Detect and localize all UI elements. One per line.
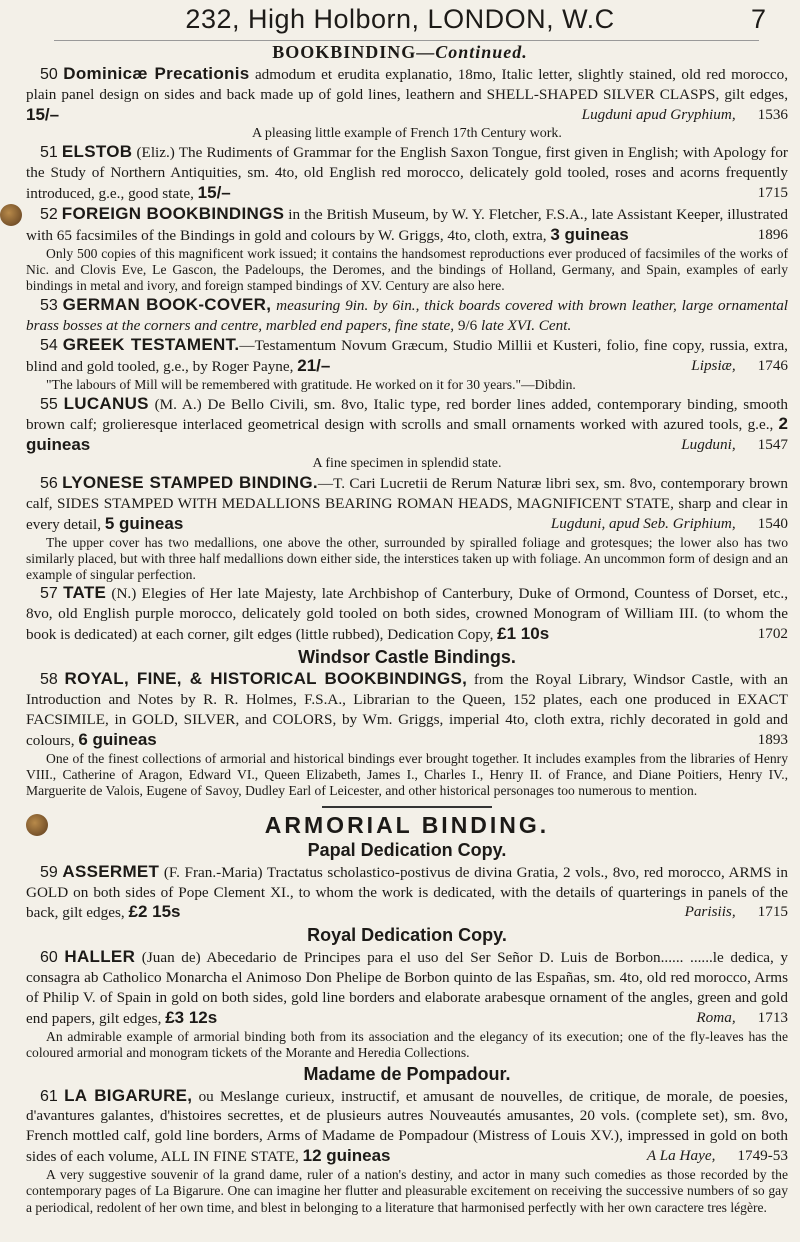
entry-52 [26,204,788,246]
entry-note: The upper cover has two medallions, one above the other, surrounded by spiralled foliage and grotesques; the lower also has two similarly placed, but with three half medallions down either side, the interstices taken up with foliage. An uncommon form of design and an example of singular perfection. [26,534,788,583]
entry-headline: GERMAN BOOK-COVER, [62,294,272,314]
entry-imprint: Lugduni apud Gryphium, [581,105,736,123]
entry-body: measuring 9in. by 6in., thick boards covered with brown leather, large ornamental brass bosses at the corners and centre, marbled end papers, fine state, [26,296,789,334]
entry-imprint: Lipsiæ, [691,357,736,375]
entry-headline: HALLER [64,947,136,967]
entry-price: 15/– [197,183,231,203]
entry-57 [26,583,788,645]
entry-note: "The labours of Mill will be remembered with gratitude. He worked on it for 30 years."—Dibdin. [46,377,576,393]
pompadour-subheading: Madame de Pompadour. [303,1063,511,1084]
entry-headline: LA BIGARURE, [64,1085,193,1105]
entry-year: 1749-53 [737,1147,788,1165]
entry-53 [26,295,788,336]
entry-price: 9/6 [457,316,478,334]
armorial-stamp-icon [0,204,22,226]
entry-year: 1540 [757,514,788,532]
entry-number: 61 [40,1087,58,1105]
entry-number: 57 [40,585,58,603]
entry-year: 1547 [757,436,788,454]
entry-55 [26,394,788,457]
entry-note: Only 500 copies of this magnificent work issued; it contains the handsomest reproductions ever produced of facsimiles of the works of Nic. and Clovis Eve, Le Gascon, the Padeloups, the Deromes, and the bindings of Holland, Germany, and Spain, examples of early bindings in metal and ivory, and foreign stamped bindings of XV. Century are also here. [26,245,788,294]
entry-year: 1893 [757,730,788,748]
entry-number: 51 [40,144,58,162]
entry-note: A very suggestive souvenir of la grand dame, ruler of a nation's destiny, and actor in many such comedies as those recorded by the contemporary pages of La Bigarure. One can imagine her flutter and pleasurable excitement on receiving the successive numbers of so gay a periodical, redolent of her own time, and blest in belonging to a literature that harmonised perfectly with her own caractere tres légère. [26,1167,788,1215]
entry-imprint: Lugduni, [681,436,736,454]
entry-year: 1896 [757,225,788,243]
royal-subheading: Royal Dedication Copy. [307,925,507,946]
entry-imprint: Parisiis, [684,903,736,921]
entry-body: admodum et erudita explanatio, 18mo, Italic letter, slightly stained, old red morocco, plain panel design on sides and back made up of gold lines, leathern and SHELL-SHAPED SILVER CLASPS, gilt edges, [26,66,789,103]
page-mark: 7 [750,4,766,34]
entry-body: (Juan de) Abecedario de Principes para el uso del Ser Señor D. Luis de Borbon...... ......le dedica, y consagra ab Catholico Monarcha el Animoso Don Phelipe de Borbon quinto de las Españas, sm. 4to, old red morocco, Arms of Philip V. of Spain in gold on both sides, gold line borders and elaborate arabesque ornament of the angles, green and gold end papers, gilt edges, [26,949,788,1028]
entry-headline: TATE [63,583,107,603]
entry-date: late XVI. Cent. [477,316,572,334]
entry-body: ou Meslange curieux, instructif, et amusant de nouvelles, de critique, de morale, de poesies, d'avantures galantes, d'histoires secrettes, et de plusieurs autres Nouveautés amusantes, 20 vols. (complete set), sm. 8vo, French mottled calf, gold line borders, Arms of Madame de Pompadour (Mistress of Louis XV.), impressed in gold on both sides of each volume, ALL IN FINE STATE, [26,1087,789,1166]
entry-imprint: Lugduni, apud Seb. Griphium, [550,514,736,532]
entry-year: 1715 [757,184,788,202]
entry-imprint: Roma, [696,1009,736,1027]
entry-imprint: A La Haye, [646,1147,716,1165]
section-divider [322,806,492,808]
entry-price: 3 guineas [550,224,629,244]
entry-year: 1746 [757,357,788,375]
entry-number: 54 [40,337,58,355]
entry-price: 5 guineas [104,513,184,533]
entry-body: (Eliz.) The Rudiments of Grammar for the English Saxon Tongue, first given in English; with Apology for the Study of Northern Antiquities, sm. 4to, old English red morocco, delicately gold tooled, roses and acorns frequently introduced, g.e., good state, [26,144,788,203]
entry-body: (F. Fran.-Maria) Tractatus scholastico-postivus de divina Gratia, 2 vols., 8vo, red morocco, ARMS in GOLD on both sides of Pope Clement XI., to whom the work is dedicated, with the details of quarterings in panels of the back, gilt edges, [26,863,788,922]
entry-price: 15/– [26,104,60,124]
entry-price: £3 12s [165,1008,218,1028]
entry-52-wrap [26,204,788,246]
header-rule [54,40,759,41]
armorial-heading: ARMORIAL BINDING. [264,811,550,838]
entry-50 [26,64,788,126]
windsor-heading: Windsor Castle Bindings. [298,647,516,668]
entry-price: £2 15s [128,902,181,922]
entry-note: An admirable example of armorial binding both from its association and the elegancy of its execution; one of the fly-leaves has the coloured armorial and monogram tickets of the Morante and Heredia Collections. [26,1028,788,1061]
entry-58 [26,669,788,751]
entry-51 [26,142,788,204]
entry-headline: LYONESE STAMPED BINDING. [62,472,318,492]
entry-body: (N.) Elegies of Her late Majesty, late Archbishop of Canterbury, Duke of Ormond, Countess of Dorset, etc., 8vo, old English purple morocco, delicately gold tooled on both sides, crowned Monogram of William III. (to whom the book is dedicated) at each corner, gilt edges (little rubbed), Dedication Copy, [26,585,789,644]
entry-number: 50 [40,66,58,83]
entry-headline: ROYAL, FINE, & HISTORICAL BOOKBINDINGS, [64,669,468,689]
entry-note: One of the finest collections of armorial and historical bindings ever brought together. It includes examples from the libraries of Henry VIII., Catherine of Aragon, Edward VI., Queen Elizabeth, James I., Charles I., Henry II. of France, and Diane Poitiers, Henry IV., Marguerite de Valois, Eugene of Savoy, Dudley Earl of Leicester, and other historical personages too numerous to mention. [26,750,788,799]
entry-headline: Dominicæ Precationis [63,64,250,83]
entry-number: 58 [40,671,58,689]
entry-body: (M. A.) De Bello Civili, sm. 8vo, Italic type, red border lines added, contemporary binding, smooth brown calf; grolieresque interlaced geometrical design with scrolls and small ornaments worked with azured tools, g.e., [26,395,789,434]
entry-year: 1715 [757,903,788,921]
entry-number: 60 [40,949,58,967]
entry-year: 1536 [757,105,788,123]
entry-number: 56 [40,474,58,492]
entry-price: 12 guineas [302,1146,391,1166]
entry-price: £1 10s [497,624,550,644]
papal-subheading: Papal Dedication Copy. [307,839,507,860]
entry-number: 59 [40,863,58,881]
entry-year: 1702 [757,625,788,643]
entry-number: 55 [40,395,58,413]
entry-number: 53 [40,296,58,314]
section-title: BOOKBINDING—Continued. [272,42,528,62]
entry-headline: ASSERMET [62,861,160,881]
entry-59 [26,862,788,924]
armorial-heading-wrap [26,812,788,838]
armorial-stamp-icon [26,814,48,836]
entry-price: 2 guineas [26,414,789,455]
entry-headline: FOREIGN BOOKBINDINGS [61,203,285,223]
entry-body: —T. Cari Lucretii de Rerum Naturæ libri sex, sm. 8vo, contemporary brown calf, SIDES STAMPED WITH MEDALLIONS BEARING ROMAN HEADS, MAGNIFICENT STATE, sharp and clear in every detail, [26,474,789,533]
entry-body: from the Royal Library, Windsor Castle, with an Introduction and Notes by R. R. Holmes, F.S.A., Librarian to the Queen, 152 plates, each one produced in EXACT FACSIMILE, in GOLD, SILVER, and COLORS, by Wm. Griggs, imperial 4to, cloth extra, richly decorated in gold and colours, [26,671,789,749]
entry-price: 21/– [297,356,331,376]
entry-54 [26,335,788,377]
entry-body: —Testamentum Novum Græcum, Studio Milliі et Kusteri, folio, fine copy, russia, extra, blind and gold tooled, g.e., by Roger Payne, [26,337,788,376]
entry-year: 1713 [757,1009,788,1027]
running-head: 232, High Holborn, LONDON, W.C [185,4,615,34]
entry-headline: GREEK TESTAMENT. [62,335,240,355]
entry-note: A fine specimen in splendid state. [312,456,502,472]
entry-headline: ELSTOB [61,142,133,162]
entry-body: in the British Museum, by W. Y. Fletcher, F.S.A., late Assistant Keeper, illustrated with 65 facsimiles of the Bindings in gold and colours by W. Griggs, 4to, cloth, extra, [26,205,789,244]
entry-56 [26,473,788,535]
entry-price: 6 guineas [78,729,157,749]
entry-61 [26,1086,788,1168]
entry-number: 52 [40,205,58,223]
catalogue-content [26,64,788,1216]
entry-60 [26,947,788,1029]
entry-headline: LUCANUS [63,393,149,413]
entry-note: A pleasing little example of French 17th Century work. [252,125,562,141]
